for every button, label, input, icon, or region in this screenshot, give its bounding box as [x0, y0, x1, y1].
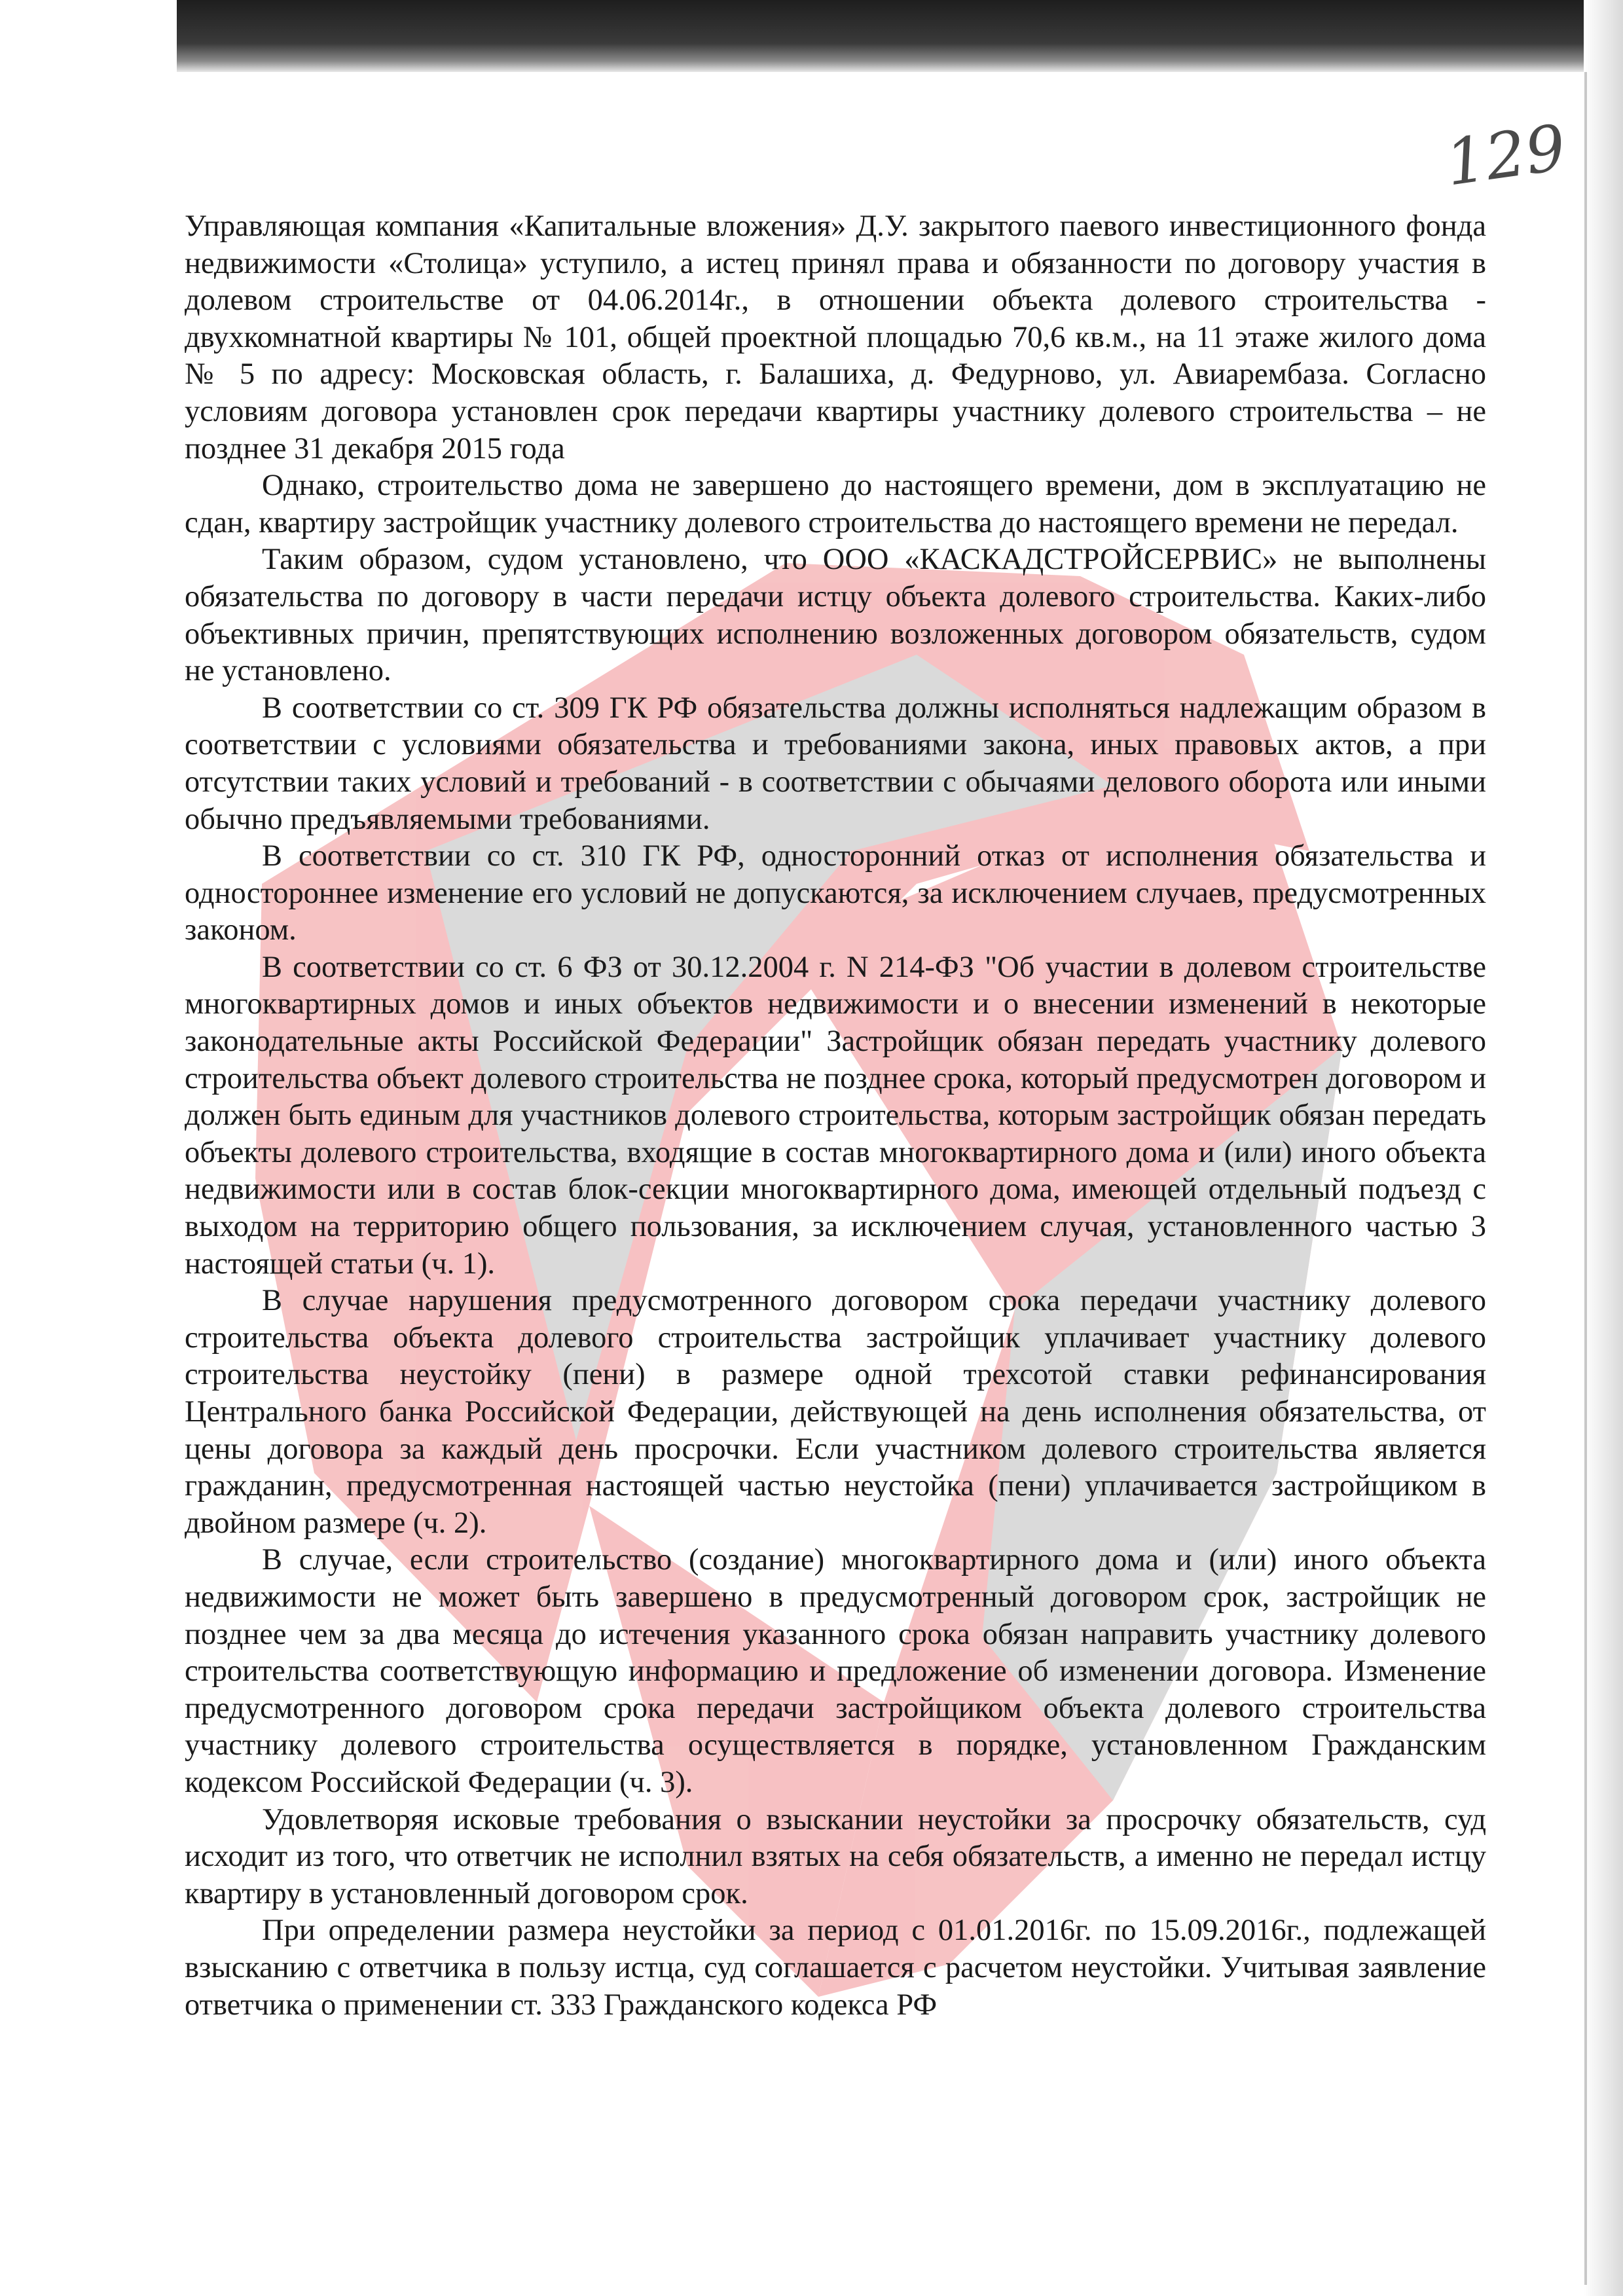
paragraph-10: При определении размера неустойки за период с 01.01.2016г. по 15.09.2016г., подлежащей взысканию с ответчика в пользу истца, суд соглашается с расчетом неустойки. Учитывая заявление ответчика о применении ст. 333 Гражданского кодекса РФ: [185, 1914, 1486, 2022]
paragraph-8: В случае, если строительство (создание) многоквартирного дома и (или) иного объекта недвижимости не может быть завершено в предусмотренный договором срок, застройщик не позднее чем за два месяца до истечения указанного срока обязан направить участнику долевого строительства соответствующую информацию и предложение об изменении договора. Изменение предусмотренного договором срока передачи застройщиком объекта долевого строительства участнику долевого строительства осуществляется в порядке, установленном Гражданским кодексом Российской Федерации (ч. 3).: [185, 1543, 1486, 1799]
paragraph-7: В случае нарушения предусмотренного договором срока передачи участнику долевого строительства объекта долевого строительства застройщик уплачивает участнику долевого строительства неустойку (пени) в размере одной трехсотой ставки рефинансирования Центрального банка Российской Федерации, действующей на день исполнения обязательства, от цены договора за каждый день просрочки. Если участником долевого строительства является гражданин, предусмотренная настоящей частью неустойка (пени) уплачивается застройщиком в двойном размере (ч. 2).: [185, 1284, 1486, 1540]
paragraph-6: В соответствии со ст. 6 ФЗ от 30.12.2004 г. N 214-ФЗ "Об участии в долевом строительстве многоквартирных домов и иных объектов недвижимости и о внесении изменений в некоторые законодательные акты Российской Федерации" Застройщик обязан передать участнику долевого строительства объект долевого строительства не позднее срока, который предусмотрен договором и должен быть единым для участников долевого строительства, которым застройщик обязан передать объекты долевого строительства, входящие в состав многоквартирного дома и (или) иного объекта недвижимости или в состав блок-секции многоквартирного дома, имеющей отдельный подъезд с выходом на территорию общего пользования, за исключением случая, установленного частью 3 настоящей статьи (ч. 1).: [185, 950, 1486, 1281]
page-number: 129: [1441, 111, 1571, 200]
paragraph-5: В соответствии со ст. 310 ГК РФ, односторонний отказ от исполнения обязательства и одностороннее изменение его условий не допускаются, за исключением случаев, предусмотренных законом.: [185, 839, 1486, 947]
paper-edge: [1584, 72, 1587, 2285]
paragraph-9: Удовлетворяя исковые требования о взыскании неустойки за просрочку обязательств, суд исходит из того, что ответчик не исполнил взятых на себя обязательств, а именно не передал истцу квартиру в установленный договором срок.: [185, 1802, 1486, 1910]
paragraph-3: Таким образом, судом установлено, что ООО «КАСКАДСТРОЙСЕРВИС» не выполнены обязательства по договору в части передачи истцу объекта долевого строительства. Каких-либо объективных причин, препятствующих исполнению возложенных договором обязательств, судом не установлено.: [185, 543, 1486, 688]
paragraph-4: В соответствии со ст. 309 ГК РФ обязательства должны исполняться надлежащим образом в соответствии с условиями обязательства и требованиями закона, иных правовых актов, а при отсутствии таких условий и требований - в соответствии с обычаями делового оборота или иными обычно предъявляемыми требованиями.: [185, 691, 1486, 836]
paragraph-1: Управляющая компания «Капитальные вложения» Д.У. закрытого паевого инвестиционного фонда недвижимости «Столица» уступило, а истец принял права и обязанности по договору участия в долевом строительстве от 04.06.2014г., в отношении объекта долевого строительства - двухкомнатной квартиры № 101, общей проектной площадью 70,6 кв.м., на 11 этаже жилого дома № 5 по адресу: Московская область, г. Балашиха, д. Федурново, ул. Авиарембаза. Согласно условиям договора установлен срок передачи квартиры участнику долевого строительства – не позднее 31 декабря 2015 года: [185, 210, 1486, 465]
scan-dark-border: [177, 0, 1623, 72]
document-body: [185, 208, 1486, 2024]
scan-right-shadow: [1584, 0, 1623, 2296]
paragraph-2: Однако, строительство дома не завершено до настоящего времени, дом в эксплуатацию не сдан, квартиру застройщик участнику долевого строительства до настоящего времени не передал.: [185, 469, 1486, 539]
